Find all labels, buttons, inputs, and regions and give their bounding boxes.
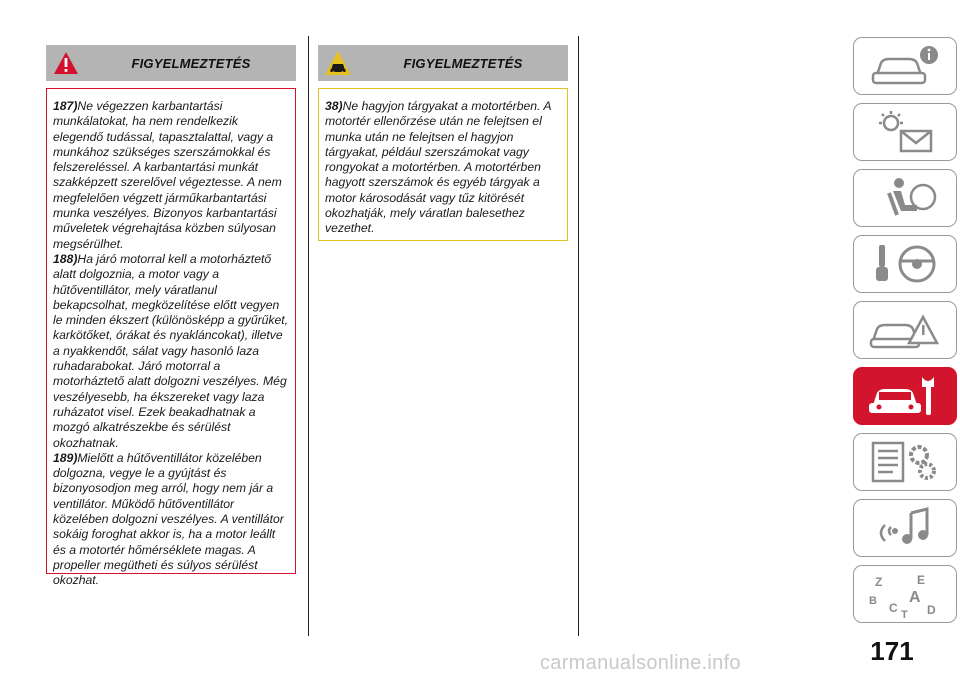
warning-item-38: 38)Ne hagyjon tárgyakat a motortérben. A motortér ellenőrzése után ne felejtsen el munka után ne felejtsen el hagyjon tárgyakat, például szerszámokat vagy rongyokat a motortérben. A motortérben hagyott szerszámok és egyéb tárgyak a motor károsodását vagy tűz kitörését okozhatják, mely váratlan balesethez vezethet.	[325, 99, 552, 236]
tab-index[interactable]	[853, 565, 957, 623]
page-number: 171	[870, 636, 914, 666]
warning-item-187: 187)Ne végezzen karbantartási munkálatokat, ha nem rendelkezik elegendő tudással, tapasztalattal, vagy a munkához szükséges szerszámokkal és felszereléssel. A karbantartási munkát szakképzett szerelővel végeztesse. A nem megfelelően végzett járműkarbantartási munka veszélyes. Bizonyos karbantartási műveletek végrehajtása közben súlyosan megsérülhet.	[53, 99, 282, 251]
specs-gears-icon	[865, 439, 945, 485]
left-warning-box	[46, 88, 296, 588]
multimedia-icon	[865, 505, 945, 551]
tab-technical-data[interactable]	[853, 433, 957, 491]
tab-safety[interactable]	[853, 169, 957, 227]
warning-lights-message-icon	[865, 109, 945, 155]
right-warning-title: FIGYELMEZTETÉS	[403, 55, 523, 71]
column-divider-right	[578, 36, 579, 636]
key-steering-wheel-icon	[865, 241, 945, 287]
tab-multimedia[interactable]	[853, 499, 957, 557]
watermark: carmanualsonline.info	[540, 652, 741, 674]
tab-starting-driving[interactable]	[853, 235, 957, 293]
car-breakdown-icon	[865, 307, 945, 353]
index-letter-t: T	[901, 609, 908, 618]
car-wrench-icon	[865, 373, 945, 419]
car-info-icon	[865, 43, 945, 89]
right-warning-box	[318, 88, 568, 241]
right-warning-header	[318, 45, 568, 81]
tab-warning-lights[interactable]	[853, 103, 957, 161]
index-letter-e: E	[917, 573, 926, 587]
tab-car-info[interactable]	[853, 37, 957, 95]
warning-item-188: 188)Ha járó motorral kell a motorháztető alatt dolgoznia, a motor vagy a hűtőventillátor, mely váratlanul bekapcsolhat, megközelítése előtt vegyen le minden ékszert (különösképp a gyűrűket, karkötőket, órákat és nyakláncokat), illetve a nyakkendőt, sálat vagy hasonló laza ruhadarabokat. Járó motorral a motorháztető alatt dolgozni veszélyes. Még veszélyesebb, ha ékszereket vagy laza ruházatot visel. Ezek beakadhatnak a mozgó alkatrészekbe és sérülést okozhatnak.	[53, 251, 289, 450]
index-letter-a: A	[909, 589, 921, 606]
index-letter-d: D	[927, 603, 936, 617]
left-warning-header	[46, 45, 296, 81]
warning-item-189: 189)Mielőtt a hűtőventillátor közelében dolgozna, vegye le a gyújtást és bizonyosodjon meg arról, hogy nem jár a ventillátor. Működő hűtőventillátor közelében dolgozni veszélyes. A ventillátor sokáig foroghat akkor is, ha a motor leállt és a motortér hőmérséklete magas. A propeller megütheti és súlyos sérülést okozhat.	[53, 450, 284, 588]
index-letter-z: Z	[875, 575, 883, 589]
tab-emergency[interactable]	[853, 301, 957, 359]
tab-maintenance[interactable]	[853, 367, 957, 425]
index-letter-b: B	[869, 595, 877, 607]
seat-airbag-icon	[865, 175, 945, 221]
index-letters-icon	[865, 570, 945, 618]
warning-triangle-icon	[46, 51, 86, 75]
column-divider-left	[308, 36, 309, 636]
left-warning-title: FIGYELMEZTETÉS	[131, 55, 251, 71]
car-warning-icon	[318, 50, 358, 76]
index-letter-c: C	[889, 601, 898, 615]
